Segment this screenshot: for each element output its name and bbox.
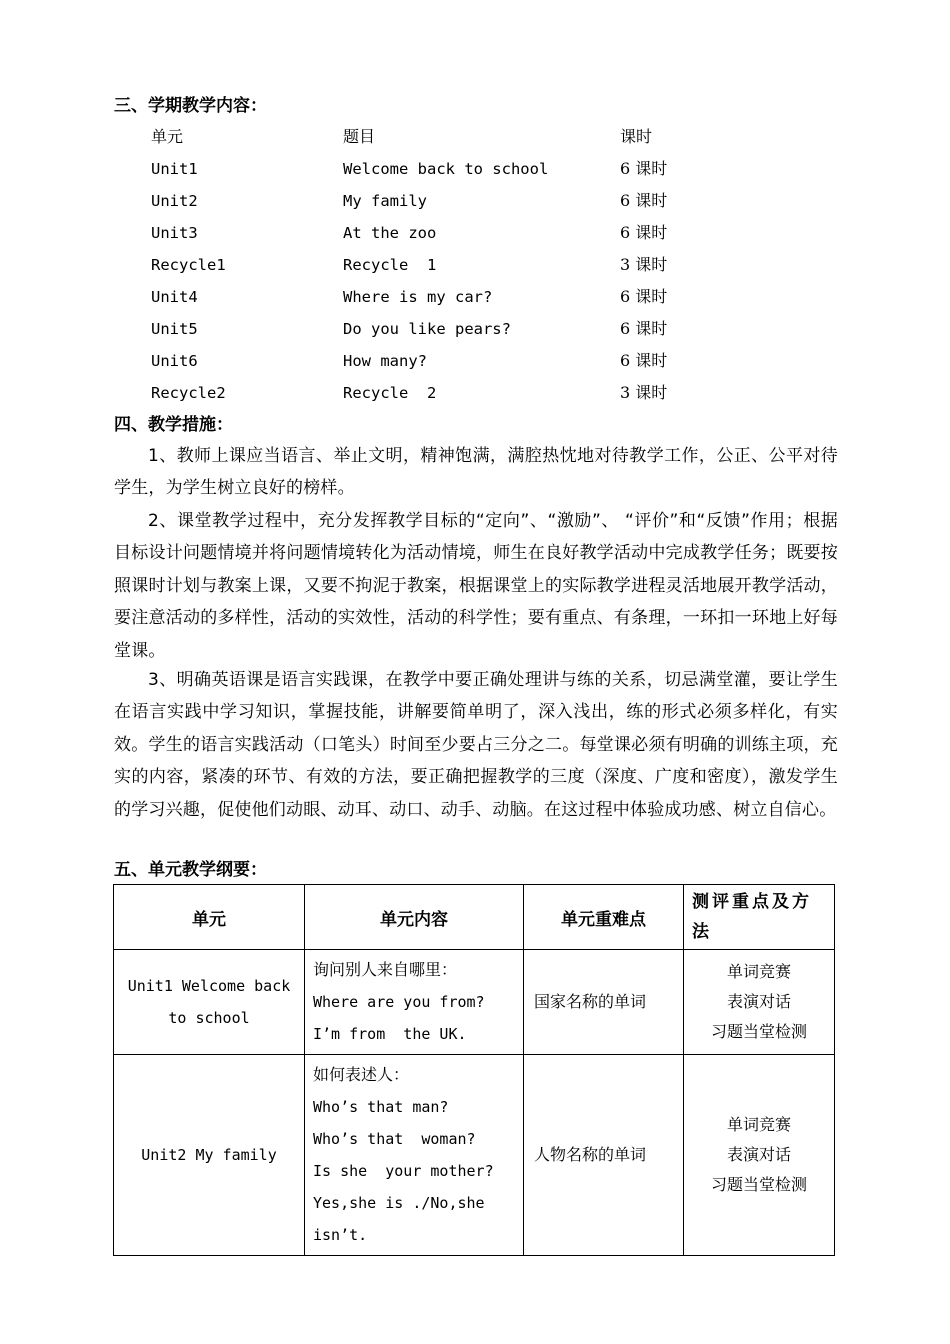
evaluation-cell	[684, 1055, 835, 1256]
table-row	[114, 950, 835, 1055]
key-points-cell: 人物名称的单词	[524, 1055, 684, 1256]
schedule-unit: Unit4	[151, 288, 198, 306]
unit-cell: Unit1 Welcome back to school	[114, 950, 305, 1055]
col-hours-header: 课时	[620, 127, 653, 146]
content-line: Where are you from?	[313, 993, 485, 1011]
evaluation-line: 单词竞赛	[726, 962, 791, 981]
section5-heading: 五、单元教学纲要：	[114, 860, 267, 880]
header-key-points: 单元重难点	[524, 885, 684, 950]
schedule-hours: 3 课时	[620, 383, 668, 402]
content-cell	[305, 950, 524, 1055]
content-line: Is she your mother?	[313, 1162, 494, 1180]
measure-paragraph-2: 2、课堂教学过程中，充分发挥教学目标的“定向”、“激励”、 “评价”和“反馈”作用；根据目标设计问题情境并将问题情境转化为活动情境，师生在良好教学活动中完成教学任务；既要按照课时计划与教案上课，又要不拘泥于教案，根据课堂上的实际教学进程灵活地展开教学活动，要注意活动的多样性，活动的实效性，活动的科学性；要有重点、有条理，一环扣一环地上好每堂课。	[114, 511, 838, 661]
schedule-title: Where is my car?	[343, 288, 493, 306]
table-row	[114, 1055, 835, 1256]
schedule-title: At the zoo	[343, 224, 437, 242]
unit-cell: Unit2 My family	[114, 1055, 305, 1256]
schedule-unit: Unit2	[151, 192, 198, 210]
schedule-row	[151, 188, 711, 220]
measure-paragraph-1: 1、教师上课应当语言、举止文明，精神饱满，满腔热忱地对待教学工作，公正、公平对待学生，为学生树立良好的榜样。	[114, 446, 838, 499]
evaluation-line: 表演对话	[726, 1145, 791, 1164]
schedule-title: Do you like pears?	[343, 320, 511, 338]
schedule-hours: 6 课时	[620, 159, 668, 178]
schedule-title: Recycle 2	[343, 384, 437, 402]
schedule-title: How many?	[343, 352, 427, 370]
schedule-row	[151, 380, 711, 412]
schedule-row	[151, 316, 711, 348]
evaluation-line: 单词竞赛	[726, 1115, 791, 1134]
schedule-list	[151, 124, 711, 412]
schedule-title: Recycle 1	[343, 256, 437, 274]
header-evaluation: 测评重点及方法	[684, 885, 835, 950]
schedule-hours: 6 课时	[620, 223, 668, 242]
schedule-unit: Unit6	[151, 352, 198, 370]
schedule-row	[151, 156, 711, 188]
header-unit: 单元	[114, 885, 305, 950]
schedule-row	[151, 252, 711, 284]
evaluation-line: 习题当堂检测	[710, 1175, 807, 1194]
col-unit-header: 单元	[151, 127, 184, 146]
schedule-unit: Unit1	[151, 160, 198, 178]
schedule-unit: Unit3	[151, 224, 198, 242]
schedule-hours: 6 课时	[620, 319, 668, 338]
content-line: 询问别人来自哪里：	[313, 960, 458, 979]
schedule-header	[151, 124, 711, 156]
schedule-unit: Recycle1	[151, 256, 226, 274]
schedule-row	[151, 348, 711, 380]
content-cell	[305, 1055, 524, 1256]
section4-heading: 四、教学措施：	[114, 415, 233, 435]
schedule-hours: 6 课时	[620, 287, 668, 306]
key-points-cell: 国家名称的单词	[524, 950, 684, 1055]
evaluation-line: 习题当堂检测	[710, 1022, 807, 1041]
table-header-row	[114, 885, 835, 950]
col-title-header: 题目	[343, 127, 376, 146]
schedule-title: Welcome back to school	[343, 160, 549, 178]
content-line: Yes,she is ./No,she	[313, 1194, 485, 1212]
schedule-unit: Unit5	[151, 320, 198, 338]
evaluation-line: 表演对话	[726, 992, 791, 1011]
schedule-row	[151, 220, 711, 252]
content-line: Who’s that woman?	[313, 1130, 476, 1148]
content-line: 如何表述人：	[313, 1065, 410, 1084]
schedule-hours: 3 课时	[620, 255, 668, 274]
schedule-unit: Recycle2	[151, 384, 226, 402]
unit-outline-table	[113, 884, 835, 1256]
schedule-title: My family	[343, 192, 427, 210]
schedule-row	[151, 284, 711, 316]
schedule-hours: 6 课时	[620, 191, 668, 210]
evaluation-cell	[684, 950, 835, 1055]
content-line: isn’t.	[313, 1226, 368, 1244]
header-content: 单元内容	[305, 885, 524, 950]
section3-heading: 三、学期教学内容：	[114, 96, 267, 116]
measure-paragraph-3: 3、明确英语课是语言实践课，在教学中要正确处理讲与练的关系，切忌满堂灌，要让学生在语言实践中学习知识，掌握技能，讲解要简单明了，深入浅出，练的形式必须多样化，有实效。学生的语言实践活动（口笔头）时间至少要占三分之二。每堂课必须有明确的训练主项，充实的内容，紧凑的环节、有效的方法，要正确把握教学的三度（深度、广度和密度），激发学生的学习兴趣，促使他们动眼、动耳、动口、动手、动脑。在这过程中体验成功感、树立自信心。	[114, 670, 838, 820]
schedule-hours: 6 课时	[620, 351, 668, 370]
content-line: Who’s that man?	[313, 1098, 449, 1116]
content-line: I’m from the UK.	[313, 1025, 467, 1043]
